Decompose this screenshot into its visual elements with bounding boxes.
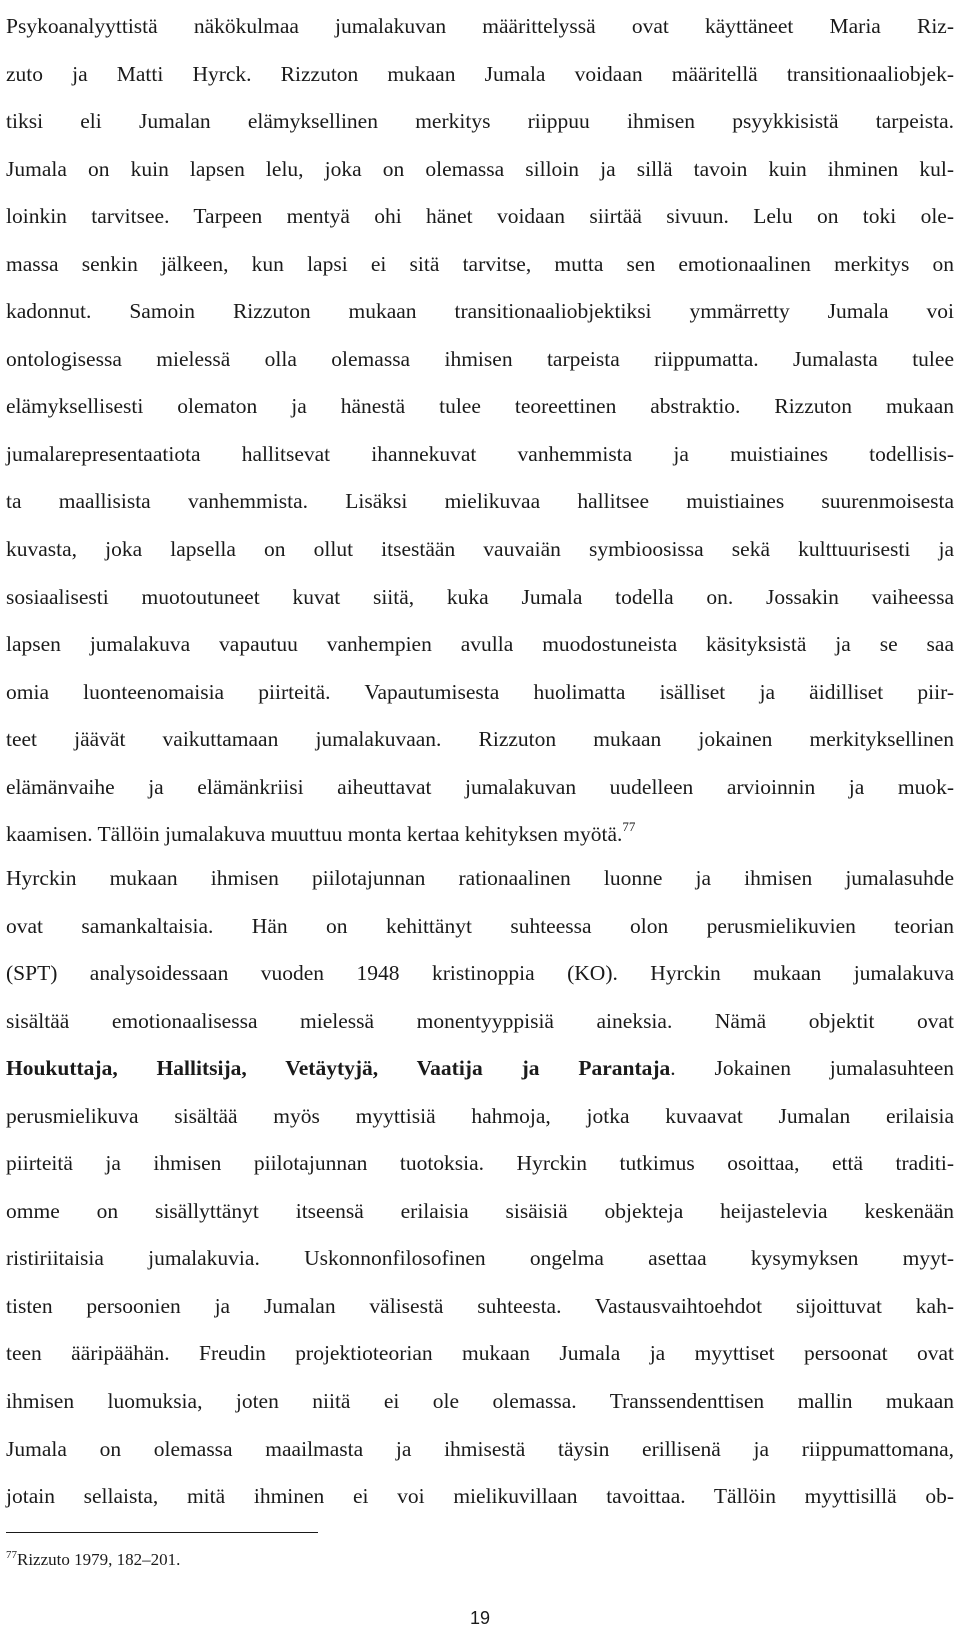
paragraph-rizzuto [6, 3, 954, 859]
object-names: Houkuttaja, Hallitsija, Vetäytyjä, Vaatija ja Parantaja [6, 1056, 671, 1081]
text-line: elämänvaihe ja elämänkriisi aiheuttavat jumalakuvan uudelleen arvioinnin ja muok- [6, 774, 954, 799]
text-line: perusmielikuva sisältää myös myyttisiä hahmoja, jotka kuvaavat Jumalan erilaisia [6, 1103, 954, 1128]
text-line-bold-names [6, 1045, 954, 1093]
text-line: elämyksellisesti olematon ja hänestä tulee teoreettinen abstraktio. Rizzuton mukaan [6, 394, 954, 419]
text-line-last [6, 811, 954, 859]
text-line: jotain sellaista, mitä ihminen ei voi mielikuvillaan tavoittaa. Tällöin myyttisillä ob- [6, 1484, 954, 1509]
text-line: ovat samankaltaisia. Hän on kehittänyt suhteessa olon perusmielikuvien teorian [6, 913, 954, 938]
text-line: piirteitä ja ihmisen piilotajunnan tuotoksia. Hyrckin tutkimus osoittaa, että traditi- [6, 1151, 954, 1176]
paragraph-hyrck [6, 855, 954, 1521]
text-line: kuvasta, joka lapsella on ollut itsestään vauvaiän symbioosissa sekä kulttuurisesti ja [6, 537, 954, 562]
line-text: . Jokainen jumalasuhteen [670, 1056, 954, 1081]
text-line: massa senkin jälkeen, kun lapsi ei sitä tarvitse, mutta sen emotionaalinen merkitys on [6, 251, 954, 276]
text-line: Psykoanalyyttistä näkökulmaa jumalakuvan määrittelyssä ovat käyttäneet Maria Riz- [6, 14, 954, 38]
text-line: omme on sisällyttänyt itseensä erilaisia sisäisiä objekteja heijastelevia keskenään [6, 1198, 954, 1223]
text-line: Hyrckin mukaan ihmisen piilotajunnan rationaalinen luonne ja ihmisen jumalasuhde [6, 866, 954, 890]
footnote-separator [6, 1532, 318, 1533]
footnote [6, 1548, 180, 1572]
text-line: Jumala on olemassa maailmasta ja ihmisestä täysin erillisenä ja riippumattomana, [6, 1436, 954, 1461]
text-line: tiksi eli Jumalan elämyksellinen merkitys riippuu ihmisen psyykkisistä tarpeista. [6, 109, 954, 134]
text-line: ristiriitaisia jumalakuvia. Uskonnonfilosofinen ongelma asettaa kysymyksen myyt- [6, 1246, 954, 1271]
text-line: zuto ja Matti Hyrck. Rizzuton mukaan Jumala voidaan määritellä transitionaaliobjek- [6, 61, 954, 86]
text-line: teet jäävät vaikuttamaan jumalakuvaan. Rizzuton mukaan jokainen merkityksellinen [6, 727, 954, 752]
text-line: lapsen jumalakuva vapautuu vanhempien avulla muodostuneista käsityksistä ja se saa [6, 632, 954, 657]
text-line: jumalarepresentaatiota hallitsevat ihannekuvat vanhemmista ja muistiaines todellisis- [6, 441, 954, 466]
text-line: omia luonteenomaisia piirteitä. Vapautumisesta huolimatta isälliset ja äidilliset piir- [6, 679, 954, 704]
text-line: Jumala on kuin lapsen lelu, joka on olemassa silloin ja sillä tavoin kuin ihminen kul- [6, 156, 954, 181]
text-line: loinkin tarvitsee. Tarpeen mentyä ohi hänet voidaan siirtää sivuun. Lelu on toki ole- [6, 204, 954, 229]
text-line: (SPT) analysoidessaan vuoden 1948 kristinoppia (KO). Hyrckin mukaan jumalakuva [6, 961, 954, 986]
text-line: ontologisessa mielessä olla olemassa ihmisen tarpeista riippumatta. Jumalasta tulee [6, 346, 954, 371]
footnote-reference: 77 [622, 819, 636, 835]
footnote-number: 77 [6, 1549, 17, 1561]
text-line: sosiaalisesti muotoutuneet kuvat siitä, kuka Jumala todella on. Jossakin vaiheessa [6, 584, 954, 609]
text-line: teen ääripäähän. Freudin projektioteorian mukaan Jumala ja myyttiset persoonat ovat [6, 1341, 954, 1366]
text-line: ta maallisista vanhemmista. Lisäksi mielikuvaa hallitsee muistiaines suurenmoisesta [6, 489, 954, 514]
text-line: ihmisen luomuksia, joten niitä ei ole olemassa. Transsendenttisen mallin mukaan [6, 1389, 954, 1414]
text-line: kadonnut. Samoin Rizzuton mukaan transitionaaliobjektiksi ymmärretty Jumala voi [6, 299, 954, 324]
line-text: kaamisen. Tällöin jumalakuva muuttuu monta kertaa kehityksen myötä. [6, 822, 623, 847]
footnote-text: Rizzuto 1979, 182–201. [17, 1550, 181, 1569]
page-number: 19 [469, 1608, 491, 1628]
text-line: tisten persoonien ja Jumalan välisestä suhteesta. Vastausvaihtoehdot sijoittuvat kah- [6, 1293, 954, 1318]
text-line: sisältää emotionaalisessa mielessä monentyyppisiä aineksia. Nämä objektit ovat [6, 1008, 954, 1033]
